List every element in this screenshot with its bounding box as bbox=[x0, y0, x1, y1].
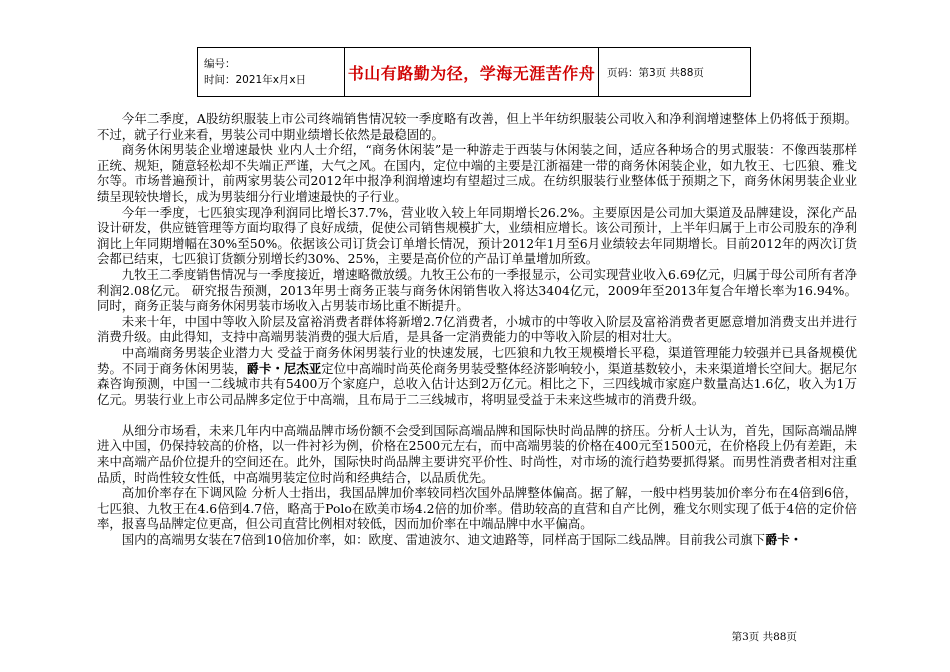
header-page-cell bbox=[599, 48, 750, 96]
document-number-label: 编号： bbox=[204, 58, 236, 70]
header-page-number: 页码：第3页 共88页 bbox=[607, 66, 704, 79]
paragraph-text: 定位中高端时尚英伦商务男装受整体经济影响较小，渠道基数较小，未来渠道增长空间大。据尼尔森咨询预测，中国一二线城市共有5400万个家庭户，总收入估计达到2万亿元。相比之下，三四线城市家庭户数量高达1.6亿，收入为1万亿元。男装行业上市公司品牌多定位于中高端，且布局于二三线城市，将明显受益于未来这些城市的消费升级。 bbox=[97, 360, 858, 407]
document-body bbox=[97, 111, 857, 548]
paragraph: 从细分市场看，未来几年内中高端品牌市场份额不会受到国际高端品牌和国际快时尚品牌的挤压。分析人士认为，首先，国际高端品牌进入中国，仍保持较高的价格，以一件衬衫为例，价格在2500元左右，而中高端男装的价格在400元至1500元，在价格段上仍有差距，未来中高端产品价位提升的空间还在。此外，国际快时尚品牌主要讲究平价性、时尚性，对市场的流行趋势要抓得紧。而男性消费者相对注重品质，时尚性较女性低，中高端男装定位时尚和经典结合，以品质优先。 bbox=[97, 422, 857, 485]
paragraph: 今年二季度，A股纺织服装上市公司终端销售情况较一季度略有改善，但上半年纺织服装公司收入和净利润增速整体上仍将低于预期。不过，就子行业来看，男装公司中期业绩增长依然是最稳固的。 bbox=[97, 111, 857, 142]
page-footer: 第3页 共88页 bbox=[731, 631, 797, 643]
header-motto: 书山有路勤为径，学海无涯苦作舟 bbox=[347, 63, 596, 83]
paragraph: 商务休闲男装企业增速最快 业内人士介绍，“商务休闲装”是一种游走于西装与休闲装之间，适应各种场合的男式服装：不像西装那样正统、规矩，随意轻松却不失端正严谨，大气之风。在国内，定位中端的主要是江浙福建一带的商务休闲装企业，如九牧王、七匹狼、雅戈尔等。市场普遍预计，前两家男装公司2012年中报净利润增速均有望超过三成。在纺织服装行业整体低于预期之下，商务休闲男装企业业绩呈现较快增长，成为男装细分行业增速最快的子行业。 bbox=[97, 142, 857, 204]
header-meta-cell bbox=[198, 48, 345, 96]
paragraph: 高加价率存在下调风险 分析人士指出，我国品牌加价率较同档次国外品牌整体偏高。据了解，一般中档男装加价率分布在4倍到6倍，七匹狼、九牧王在4.6倍到4.7倍，略高于Polo在欧美市场4.2倍的加价率。借助较高的直营和自产比例，雅戈尔则实现了低于4倍的定价倍率，报喜鸟品牌定位更高，但公司直营比例相对较低，因而加价率在中端品牌中水平偏高。 bbox=[97, 485, 857, 532]
paragraph: 未来十年，中国中等收入阶层及富裕消费者群体将新增2.7亿消费者，小城市的中等收入阶层及富裕消费者更愿意增加消费支出并进行消费升级。由此得知，支持中高端男装消费的强大后盾，是具备一定消费能力的中等收入阶层的相对壮大。 bbox=[97, 313, 857, 345]
header-table bbox=[197, 47, 751, 97]
paragraph bbox=[97, 532, 857, 548]
paragraph: 九牧王二季度销售情况与一季度接近，增速略微放缓。九牧王公布的一季报显示，公司实现营业收入6.69亿元，归属于母公司所有者净利润2.08亿元。 研究报告预测，2013年男士商务正装与商务休闲销售收入将达3404亿元，2009年至2013年复合年增长率为16.94%。同时，商务正装与商务休闲男装市场收入占男装市场比重不断提升。 bbox=[97, 266, 857, 314]
brand-name: 爵卡・ bbox=[764, 532, 803, 548]
paragraph: 今年一季度，七匹狼实现净利润同比增长37.7%，营业收入较上年同期增长26.2%。主要原因是公司加大渠道及品牌建设，深化产品设计研发，供应链管理等方面均取得了良好成绩，促使公司销售规模扩大，业绩相应增长。该公司预计，上半年归属于上市公司股东的净利润比上年同期增幅在30%至50%。依据该公司订货会订单增长情况，预计2012年1月至6月业绩较去年同期增长。目前2012年的两次订货会都已结束，七匹狼订货额分别增长约30%、25%，主要是高价位的产品订单量增加所致。 bbox=[97, 204, 857, 267]
document-time-label: 时间：2021年x月x日 bbox=[204, 74, 307, 86]
brand-name: 爵卡・尼杰亚 bbox=[246, 360, 322, 376]
paragraph-text: 国内的高端男女装在7倍到10倍加价率，如：欧度、雷迪波尔、迪文迪路等，同样高于国际二线品牌。目前我公司旗下 bbox=[121, 532, 765, 548]
header-motto-cell bbox=[345, 48, 599, 96]
paragraph-text: 中高端商务男装企业潜力大 受益于商务休闲男装行业的快速发展，七匹狼和九牧王规模增长平稳，渠道管理能力较强并已具备规模优势。不同于商务休闲男装， bbox=[97, 344, 857, 376]
paragraph bbox=[97, 345, 857, 407]
